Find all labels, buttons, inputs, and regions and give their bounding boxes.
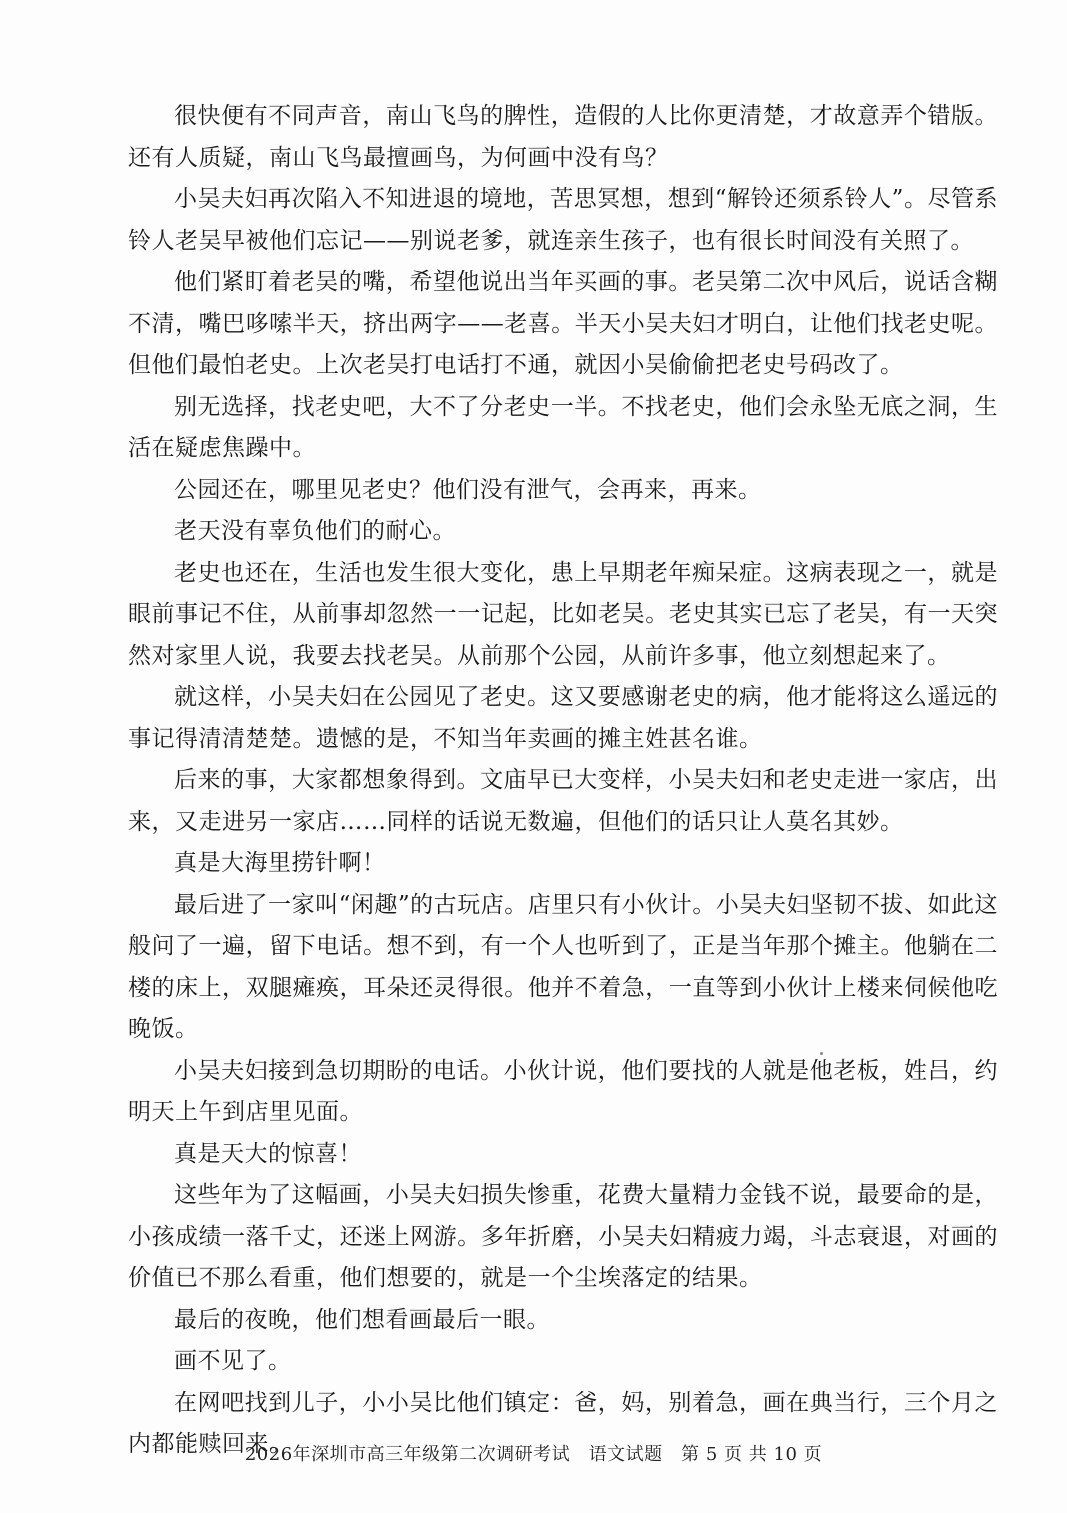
paragraph: 最后的夜晚，他们想看画最后一眼。 <box>174 1306 550 1333</box>
page-footer: 2026年深圳市高三年级第二次调研考试 语文试题 第 5 页 共 10 页 <box>244 1444 823 1465</box>
paragraph: 公园还在，哪里见老史？他们没有泄气，会再来，再来。 <box>174 476 762 503</box>
paragraph: 在网吧找到儿子，小小吴比他们镇定：爸，妈，别着急，画在典当行，三个月之内都能赎回来。 <box>128 1389 998 1457</box>
paragraph: 小吴夫妇再次陷入不知进退的境地，苦思冥想，想到“解铃还须系铃人”。尽管系铃人老吴早被他们忘记——别说老爹，就连亲生孩子，也有很长时间没有关照了。 <box>128 186 998 254</box>
paragraph: 画不见了。 <box>174 1348 292 1374</box>
paragraph: 老天没有辜负他们的耐心。 <box>174 518 456 544</box>
paragraph: 真是天大的惊喜！ <box>174 1140 362 1167</box>
paragraph: 老史也还在，生活也发生很大变化，患上早期老年痴呆症。这病表现之一，就是眼前事记不住，从前事却忽然一一记起，比如老吴。老史其实已忘了老吴，有一天突然对家里人说，我要去找老吴。从前那个公园，从前许多事，他立刻想起来了。 <box>128 559 998 669</box>
paragraph: 很快便有不同声音，南山飞鸟的脾性，造假的人比你更清楚，才故意弄个错版。还有人质疑，南山飞鸟最擅画鸟，为何画中没有鸟？ <box>128 103 998 171</box>
paragraph: 最后进了一家叫“闲趣”的古玩店。店里只有小伙计。小吴夫妇坚韧不拔、如此这般问了一遍，留下电话。想不到，有一个人也听到了，正是当年那个摊主。他躺在二楼的床上，双腿瘫痪，耳朵还灵得很。他并不着急，一直等到小伙计上楼来伺候他吃晚饭。 <box>128 891 998 1042</box>
paragraph: 真是大海里捞针啊！ <box>174 850 386 876</box>
paragraph: 后来的事，大家都想象得到。文庙早已大变样，小吴夫妇和老史走进一家店，出来，又走进另一家店……同样的话说无数遍，但他们的话只让人莫名其妙。 <box>128 767 998 835</box>
paragraph: 就这样，小吴夫妇在公园见了老史。这又要感谢老史的病，他才能将这么遥远的事记得清清楚楚。遗憾的是，不知当年卖画的摊主姓甚名谁。 <box>128 684 998 752</box>
paragraph: 小吴夫妇接到急切期盼的电话。小伙计说，他们要找的人就是他老板，姓吕，约明天上午到店里见面。 <box>128 1057 998 1125</box>
scan-speck <box>820 1052 823 1055</box>
paragraph: 别无选择，找老史吧，大不了分老史一半。不找老史，他们会永坠无底之洞，生活在疑虑焦躁中。 <box>128 393 998 461</box>
paragraph: 他们紧盯着老吴的嘴，希望他说出当年买画的事。老吴第二次中风后，说话含糊不清，嘴巴哆嗦半天，挤出两字——老喜。半天小吴夫妇才明白，让他们找老史呢。但他们最怕老史。上次老吴打电话打不通，就因小吴偷偷把老史号码改了。 <box>128 269 998 378</box>
article-body <box>128 96 998 1466</box>
paragraph: 这些年为了这幅画，小吴夫妇损失惨重，花费大量精力金钱不说，最要命的是，小孩成绩一落千丈，还迷上网游。多年折磨，小吴夫妇精疲力竭，斗志衰退，对画的价值已不那么看重，他们想要的，就是一个尘埃落定的结果。 <box>128 1182 998 1291</box>
